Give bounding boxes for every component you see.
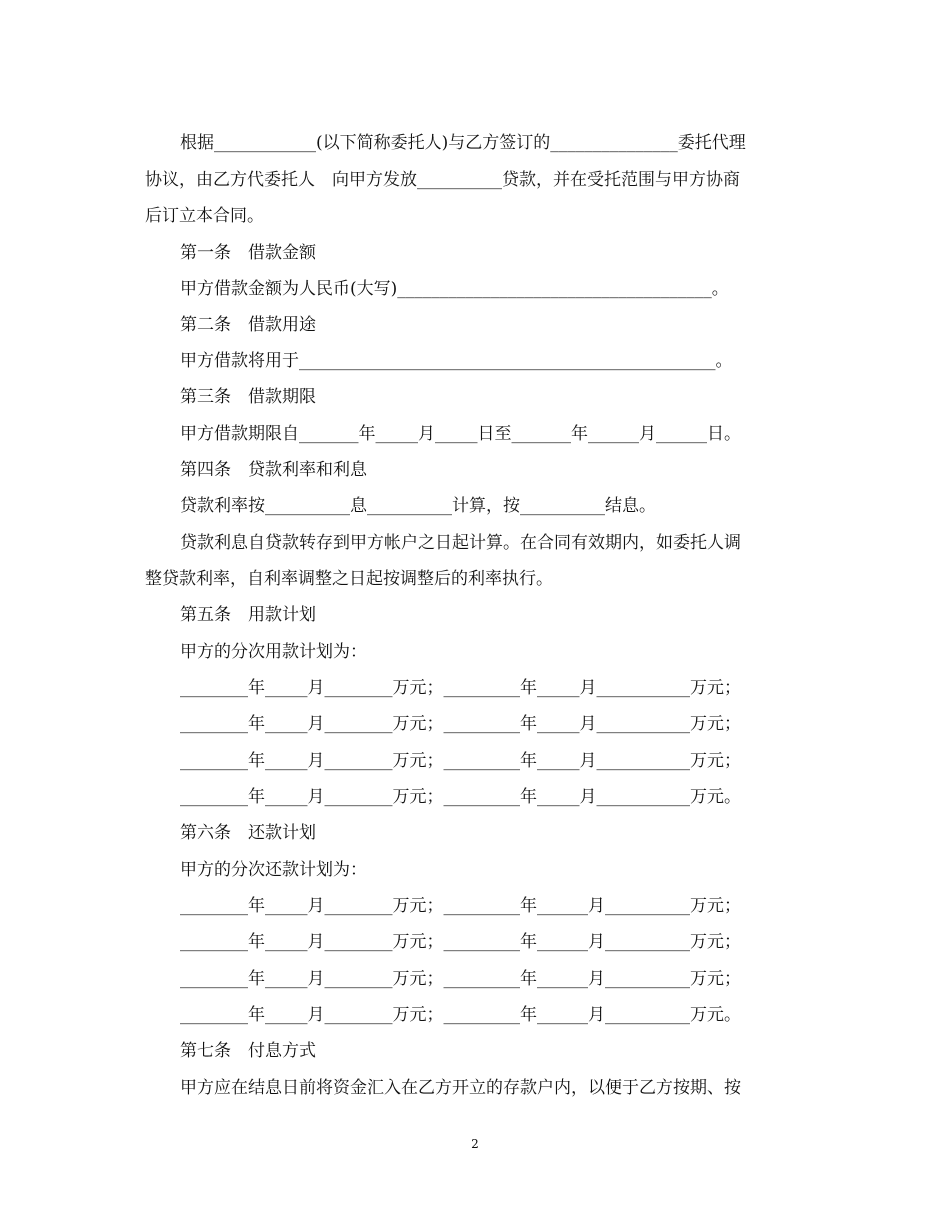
intro-line-2: 协议，由乙方代委托人 向甲方发放__________贷款，并在受托范围与甲方协商: [145, 170, 740, 190]
article-7-heading: 第七条 付息方式: [180, 1041, 316, 1061]
article-4-body-2-line-1: 贷款利息自贷款转存到甲方帐户之日起计算。在合同有效期内，如委托人调: [180, 533, 741, 553]
page-number: 2: [471, 1137, 479, 1151]
repayment-plan-row: ________年_____月________万元；_________年______月__________万元；: [180, 932, 741, 952]
article-4-heading: 第四条 贷款利率和利息: [180, 460, 367, 480]
article-5-heading: 第五条 用款计划: [180, 605, 316, 625]
article-4-body-2-line-2: 整贷款利率，自利率调整之日起按调整后的利率执行。: [145, 569, 553, 589]
article-6-heading: 第六条 还款计划: [180, 823, 316, 843]
article-2-heading: 第二条 借款用途: [180, 315, 316, 335]
usage-plan-row: ________年_____月________万元；_________年_____月___________万元；: [180, 678, 741, 698]
article-3-body: 甲方借款期限自_______年_____月_____日至_______年______月______日。: [180, 424, 741, 444]
article-7-body: 甲方应在结息日前将资金汇入在乙方开立的存款户内，以便于乙方按期、按: [180, 1078, 741, 1098]
intro-line-3: 后订立本合同。: [145, 206, 264, 226]
article-1-body: 甲方借款金额为人民币(大写)_____________________________________。: [180, 279, 729, 299]
usage-plan-row: ________年_____月________万元；_________年_____月___________万元；: [180, 751, 741, 771]
repayment-plan-row: ________年_____月________万元；_________年______月__________万元；: [180, 896, 741, 916]
article-5-body: 甲方的分次用款计划为：: [180, 642, 367, 662]
intro-line-1: 根据____________(以下简称委托人)与乙方签订的_______________委托代理: [180, 133, 746, 153]
usage-plan-row: ________年_____月________万元；_________年_____月___________万元；: [180, 714, 741, 734]
article-3-heading: 第三条 借款期限: [180, 387, 316, 407]
usage-plan-row: ________年_____月________万元；_________年_____月___________万元。: [180, 787, 741, 807]
article-4-body-1: 贷款利率按__________息__________计算，按__________结息。: [180, 496, 656, 516]
article-2-body: 甲方借款将用于_________________________________________________。: [180, 351, 733, 371]
repayment-plan-row: ________年_____月________万元；_________年______月__________万元；: [180, 969, 741, 989]
article-1-heading: 第一条 借款金额: [180, 243, 316, 263]
repayment-plan-row: ________年_____月________万元；_________年______月__________万元。: [180, 1005, 741, 1025]
article-6-body: 甲方的分次还款计划为：: [180, 860, 367, 880]
